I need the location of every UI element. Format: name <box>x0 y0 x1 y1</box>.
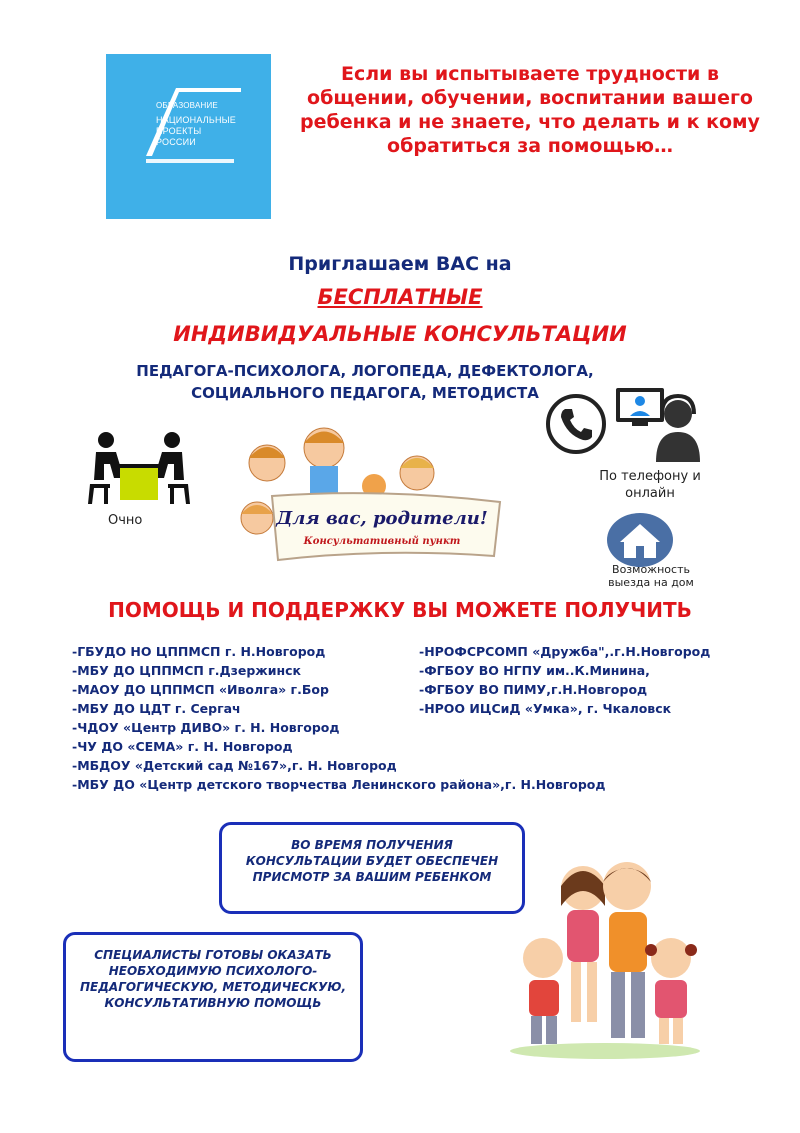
header-question: Если вы испытываете трудности в общении, обучении, воспитании вашего ребенка и не знаете, что делать и к кому обратиться за помощью… <box>300 63 760 157</box>
logo-line-1: ОБРАЗОВАНИЕ <box>156 101 218 110</box>
organizations-right-list <box>419 642 779 718</box>
specialists-note-box <box>63 932 363 1062</box>
banner-title: Для вас, родители! <box>276 508 488 529</box>
kids-banner-illustration <box>232 418 532 568</box>
in-person-label: Очно <box>108 513 143 528</box>
banner-subtitle: Консультативный пункт <box>303 536 461 547</box>
specialists-line-2: СОЦИАЛЬНОГО ПЕДАГОГА, МЕТОДИСТА <box>191 384 539 402</box>
logo-line-2: НАЦИОНАЛЬНЫЕ <box>156 115 237 125</box>
online-consultant-icon <box>612 380 704 462</box>
free-heading: БЕСПЛАТНЫЕ <box>317 285 483 309</box>
org-item: -ФГБОУ ВО НГПУ им..К.Минина, <box>419 663 650 678</box>
logo-line-4: РОССИИ <box>156 137 196 147</box>
family-illustration <box>505 846 705 1061</box>
phone-online-label: По телефону и онлайн <box>599 469 701 501</box>
specialists-note-text: СПЕЦИАЛИСТЫ ГОТОВЫ ОКАЗАТЬ НЕОБХОДИМУЮ ПСИХОЛОГО-ПЕДАГОГИЧЕСКУЮ, МЕТОДИЧЕСКУЮ, КОНСУЛЬТАТИВНУЮ ПОМОЩЬ <box>80 948 346 1010</box>
specialists-line-1: ПЕДАГОГА-ПСИХОЛОГА, ЛОГОПЕДА, ДЕФЕКТОЛОГА, <box>136 362 594 380</box>
national-projects-logo <box>106 54 271 219</box>
org-item: -ФГБОУ ВО ПИМУ,г.Н.Новгород <box>419 682 648 697</box>
org-item: -НРОО ИЦСиД «Умка», г. Чкаловск <box>419 701 672 716</box>
org-item: -МАОУ ДО ЦППМСП «Иволга» г.Бор <box>72 682 329 697</box>
invite-line: Приглашаем ВАС на <box>288 253 512 275</box>
logo-line-3: ПРОЕКТЫ <box>156 126 202 136</box>
home-visit-icon <box>606 512 674 568</box>
org-item: -ЧУ ДО «СЕМА» г. Н. Новгород <box>72 739 293 754</box>
org-item: -МБУ ДО «Центр детского творчества Ленинского района»,г. Н.Новгород <box>72 777 606 792</box>
org-item: -МБДОУ «Детский сад №167»,г. Н. Новгород <box>72 758 397 773</box>
individual-consultations-heading: ИНДИВИДУАЛЬНЫЕ КОНСУЛЬТАЦИИ <box>173 322 627 346</box>
supervision-note-text: ВО ВРЕМЯ ПОЛУЧЕНИЯ КОНСУЛЬТАЦИИ БУДЕТ ОБЕСПЕЧЕН ПРИСМОТР ЗА ВАШИМ РЕБЕНКОМ <box>245 838 499 884</box>
org-item: -НРОФСРСОМП «Дружба",.г.Н.Новгород <box>419 644 711 659</box>
home-visit-label: Возможность выезда на дом <box>608 563 694 589</box>
phone-icon <box>545 393 607 455</box>
in-person-meeting-icon <box>84 428 194 508</box>
supervision-note-box <box>219 822 525 914</box>
org-item: -МБУ ДО ЦДТ г. Сергач <box>72 701 241 716</box>
org-item: -ЧДОУ «Центр ДИВО» г. Н. Новгород <box>72 720 340 735</box>
org-item: -МБУ ДО ЦППМСП г.Дзержинск <box>72 663 302 678</box>
help-title: ПОМОЩЬ И ПОДДЕРЖКУ ВЫ МОЖЕТЕ ПОЛУЧИТЬ <box>108 598 692 622</box>
org-item: -ГБУДО НО ЦППМСП г. Н.Новгород <box>72 644 326 659</box>
